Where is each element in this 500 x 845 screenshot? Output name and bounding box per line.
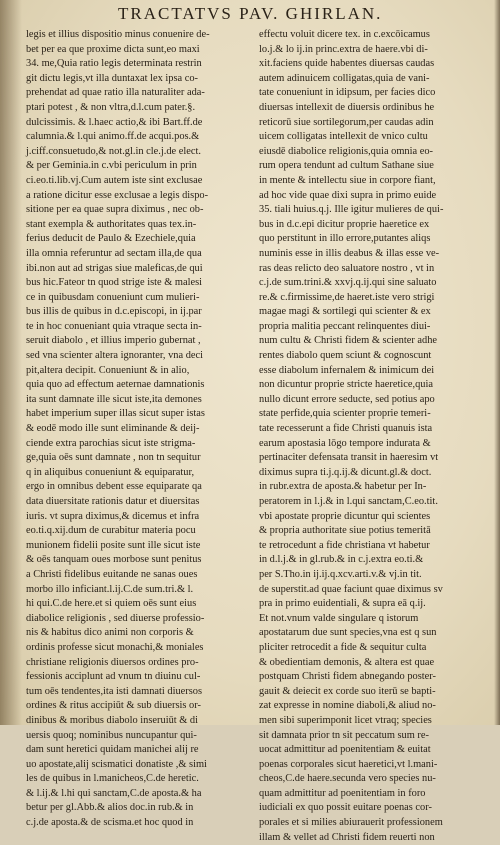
- text-line: diximus supra ti.j.q.ij.& dicunt.gl.& doct.: [259, 466, 432, 478]
- text-line: & oēs tanquam oues morbose sunt penitus: [26, 554, 202, 566]
- text-line: git dictu legis,vt illa duntaxat lex ipsa co-: [26, 72, 198, 84]
- text-line: poenas corporales sicut haeretici,vt l.mani-: [259, 758, 438, 770]
- text-line: numinis esse in illis deabus & illas esse ve-: [259, 247, 440, 259]
- text-line: non dicuntur proprie stricte haeretice,quia: [259, 379, 433, 391]
- text-line: c.j.de sum.trini.& xxvj.q.ij.qui sine saluato: [259, 277, 437, 289]
- text-line: nullo dicunt errore seducte, sed potius apo: [259, 393, 435, 405]
- text-line: tate recesserunt a fide Christi quanuis ista: [259, 423, 433, 435]
- text-line: apostatarum due sunt species,vna est q sun: [259, 627, 437, 639]
- text-line: j.ciff.consuetudo,& not.gl.in cle.j.de elect.: [26, 145, 201, 157]
- text-line: a ratione dicitur esse exclusae a legis dispo-: [26, 189, 209, 201]
- text-line: betur per gl.Abb.& alios doc.in rub.& in: [26, 802, 194, 814]
- text-line: re.& c.firmissime,de haeret.iste vero strigi: [259, 291, 435, 303]
- text-line: data diuersitate rationis datur et diuersitas: [26, 496, 200, 507]
- left-text-column: [26, 28, 254, 831]
- text-line: in d.l.j.& in gl.rub.& in c.j.extra eo.ti.&: [259, 554, 424, 566]
- text-line: munionem fidelii posite sunt ille sicut iste: [26, 539, 201, 551]
- text-line: habet imperium super illas sicut super istas: [26, 408, 205, 420]
- text-line: state perfide,quia scienter proprie temeri-: [259, 408, 431, 420]
- text-line: xit.faciens quide habentes diuersas caudas: [259, 58, 435, 70]
- text-line: bus illis de quibus in d.c.episcopi, in ij.par: [26, 306, 202, 318]
- gutter-shadow: [0, 0, 22, 725]
- text-line: ergo in omnibus debent esse equiparate qa: [26, 481, 202, 493]
- text-line: uersis quoq; nominibus nuncupantur qui-: [26, 729, 197, 741]
- page-edge-shadow: [494, 0, 500, 725]
- text-line: pliciter retrocedit a fide & sequitur culta: [259, 641, 427, 653]
- text-line: bus in d.c.epi dicitur proprie haeretice ex: [259, 218, 430, 230]
- text-line: bus hic.Fateor tn quod strige iste & malesi: [26, 277, 203, 289]
- text-line: prehendat ad quae ratio illa naturaliter ada-: [26, 87, 205, 99]
- text-line: men sibi superimponit licet vtraq; species: [259, 714, 432, 726]
- text-line: seruit diabolo , et illius imperio gubernat ,: [26, 335, 201, 347]
- text-line: ferius deducit de Paulo & Ezechiele,quia: [26, 233, 196, 245]
- text-line: num cultu & Christi fidem & scienter adhe: [259, 335, 438, 347]
- text-line: propria malitia peccant relinquentes diui-: [259, 320, 431, 332]
- text-line: porales et si milies abiurauerit professionem: [259, 817, 443, 829]
- text-line: illa omnia referuntur ad sectam illa,de qua: [26, 247, 202, 259]
- text-line: effectu voluit dicere tex. in c.excōicamus: [259, 29, 430, 40]
- text-line: peratorem in l.j.& in l.qui sanctam,C.eo.tit.: [259, 496, 438, 507]
- text-line: & eodē modo ille sunt eliminande & deij-: [26, 423, 200, 435]
- text-line: autem adinuicem colligatas,quia de vani-: [259, 72, 430, 84]
- text-line: earum apostasia lōgo tempore indurata &: [259, 437, 431, 449]
- text-line: eo.ti.q.xij.dum de curabitur materia pocu: [26, 525, 196, 537]
- text-line: nis & habitus dico animi non corporis &: [26, 627, 194, 639]
- text-line: a Christi fidelibus euitande ne sanas oues: [26, 568, 198, 580]
- text-line: te in hoc conueniant quia vtraque secta in-: [26, 320, 202, 332]
- text-line: & obedientiam demonis, & altera est quae: [259, 656, 435, 668]
- text-line: in mente & intellectu siue in corpore fiant,: [259, 174, 436, 186]
- text-line: & per Geminia.in c.vbi periculum in prin: [26, 160, 197, 172]
- text-line: c.j.de aposta.& de scisma.et hoc quod in: [26, 817, 194, 829]
- text-line: eiusdē diabolice religionis,quia omnia eo-: [259, 145, 433, 157]
- text-line: sed vna scienter altera ignoranter, vna deci: [26, 350, 204, 362]
- text-line: ptari potest , & non vltra,d.l.cum pater.§.: [26, 101, 196, 113]
- text-line: ad hoc vide quae dixi supra in primo euide: [259, 189, 437, 201]
- text-line: tum oēs tendentes,ita isti damnati diuersos: [26, 685, 203, 697]
- text-line: dulcissimis. & l.haec actio,& ibi Bart.ff.de: [26, 116, 203, 128]
- text-line: 35. tiali huius.q.j. Ille igitur mulieres de qui-: [259, 204, 444, 216]
- text-line: les de quibus in l.manicheos,C.de heretic.: [26, 773, 199, 785]
- text-line: iuris. vt supra diximus,& dicemus et infra: [26, 510, 200, 522]
- text-line: reticorū siue sortilegorum,per caudas adin: [259, 116, 434, 128]
- text-line: & propria authoritate siue potius temeritā: [259, 525, 431, 537]
- text-line: iudiciali ex quo possit euitare poenas cor-: [259, 802, 432, 814]
- text-line: tate conueniunt in idipsum, per facies dico: [259, 87, 436, 99]
- text-line: gauit & deiecit ex corde suo iterū se bapti-: [259, 685, 436, 697]
- text-line: Et not.vnum valde singulare q istorum: [259, 612, 419, 624]
- text-line: per S.Tho.in ij.ij.q.xcv.arti.v.& vj.in tit.: [259, 568, 422, 580]
- running-head: TRACTATVS PAV. GHIRLAN.: [118, 4, 383, 23]
- text-line: calumnia.& l.qui animo.ff.de acqui.pos.&: [26, 131, 200, 143]
- text-line: ita sunt damnate ille sicut iste,ita demones: [26, 393, 202, 405]
- text-line: bet per ea que proxime dicta sunt,eo maxi: [26, 43, 200, 55]
- text-line: de superstit.ad quae faciunt quae diximus sv: [259, 583, 443, 595]
- text-line: stant exempla & authoritates quas tex.in-: [26, 218, 197, 230]
- text-line: diabolice religionis , sed diuerse professio-: [26, 612, 205, 624]
- text-line: q in aliquibus conueniunt & equiparatur,: [26, 466, 195, 478]
- text-line: in rubr.extra de aposta.& habetur per In-: [259, 481, 427, 493]
- text-line: uicem colligatas intellexit de vnico cultu: [259, 131, 428, 143]
- text-line: magae magi & sortilegi qui scienter & ex: [259, 306, 431, 318]
- text-line: pertinaciter defensata transit in haeresim vt: [259, 452, 439, 464]
- text-line: hi qui.C.de here.et si quiem oēs sunt eius: [26, 598, 197, 610]
- text-line: pit,altera decipit. Conueniunt & in alio,: [26, 364, 190, 376]
- text-line: sitione per ea quae supra diximus , nec ob-: [26, 204, 204, 216]
- text-line: rum opera tendunt ad cultum Sathane siue: [259, 160, 434, 172]
- text-line: lo.j.& lo ij.in princ.extra de haere.vbi di-: [259, 43, 428, 55]
- text-line: ciende extra parochias sicut iste strigma-: [26, 437, 196, 449]
- text-line: rentes diabolo quem sciunt & cognoscunt: [259, 350, 432, 362]
- text-line: dinibus & moribus diabolo inseruiūt & di: [26, 714, 199, 726]
- text-line: quam admittitur ad poenitentiam in foro: [259, 787, 426, 799]
- text-line: illam & vellet ad Christi fidem reuerti non: [259, 831, 435, 843]
- text-line: legis et illius dispositio minus conuenire de-: [26, 29, 210, 40]
- text-line: uocat admittitur ad poenitentiam & euitat: [259, 744, 431, 756]
- text-line: uo apostate,alij scismatici donatiste ,& simi: [26, 758, 207, 770]
- text-line: christiane religionis diuersos ordines pro-: [26, 656, 199, 668]
- text-line: te retrocedunt a fide christiana vt habetur: [259, 539, 430, 551]
- text-line: ordines & ritus accipiūt & sub diuersis or-: [26, 700, 201, 712]
- text-line: morbo illo inficiant.l.ij.C.de sum.tri.& l.: [26, 583, 194, 595]
- text-line: ci.eo.ti.lib.vj.Cum autem iste sint exclusae: [26, 174, 203, 186]
- text-line: cheos,C.de haere.secunda vero species nu-: [259, 773, 436, 785]
- text-line: ras deas relicto deo saluatore nostro , vt in: [259, 262, 435, 274]
- text-line: & l.ij.& l.hi qui sanctam,C.de aposta.& ha: [26, 787, 202, 799]
- text-line: quia quo ad effectum aeternae damnationis: [26, 379, 205, 391]
- text-line: vbi apostate proprie dicuntur qui scientes: [259, 510, 431, 522]
- text-line: esse diabolum infernalem & inimicum dei: [259, 364, 435, 376]
- right-text-column: [259, 28, 487, 845]
- text-line: postquam Christi fidem abnegando poster-: [259, 671, 436, 683]
- text-line: quo perstitunt in illo errore,putantes aliqs: [259, 233, 431, 245]
- text-line: ibi.non aut ad strigas siue maleficas,de qui: [26, 262, 203, 274]
- text-line: dam sunt heretici quidam manichei alij re: [26, 744, 199, 756]
- text-line: ce in quibusdam conueniunt cum mulieri-: [26, 291, 200, 303]
- text-line: fessionis acciplunt ad vnum tn diuinu cul-: [26, 671, 201, 683]
- text-line: diuersas intellexit de diuersis ordinibus he: [259, 101, 435, 113]
- text-line: ge,quia oēs sunt damnate , non tn sequitur: [26, 452, 201, 464]
- text-line: zat expresse in nomine diaboli,& aliud no-: [259, 700, 436, 712]
- text-line: ordinis professe sicut monachi,& moniales: [26, 641, 204, 653]
- text-line: 34. me,Quia ratio legis determinata restrin: [26, 58, 202, 70]
- text-line: pra in primo euidentiali, & supra eā q.ij.: [259, 598, 426, 610]
- text-line: sit damnata prior tn sit peccatum sum re-: [259, 729, 429, 741]
